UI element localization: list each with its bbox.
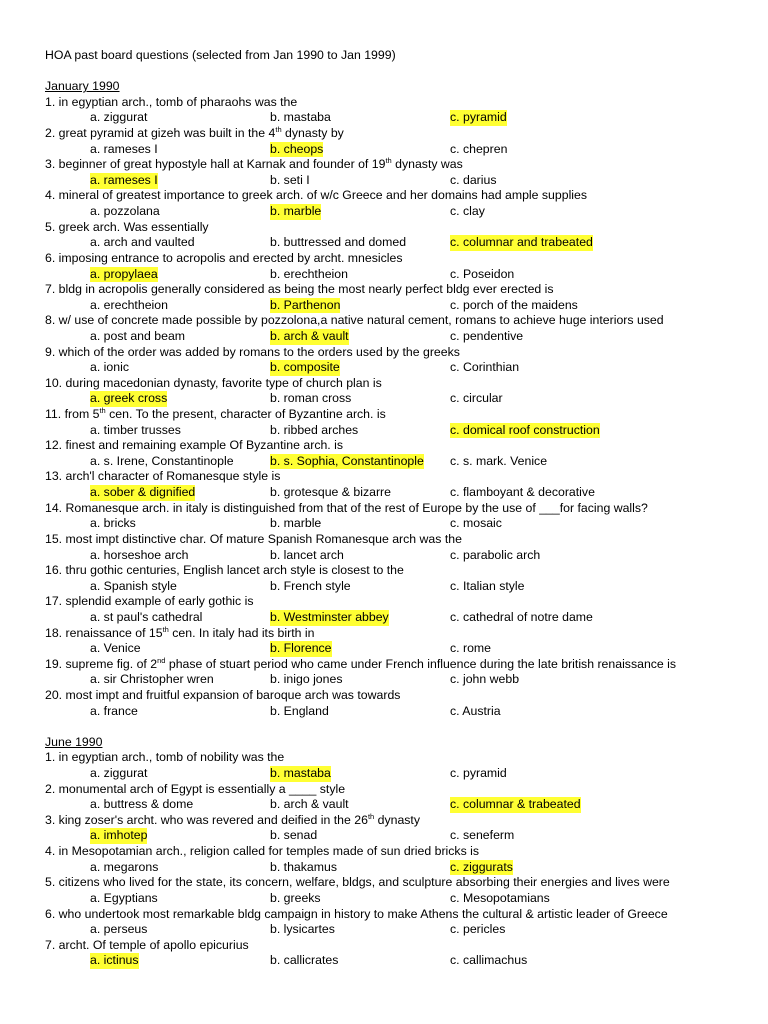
question-text-part: cen. In italy had its birth in (168, 625, 315, 640)
question-text-part: dynasty (374, 812, 420, 827)
question-text-part: 11. from 5 (45, 407, 100, 422)
option-a: a. ionic (90, 360, 129, 375)
question-text (45, 407, 745, 423)
option-b-answer: b. s. Sophia, Constantinople (270, 453, 424, 468)
question-text (45, 95, 745, 111)
option-b: b. greeks (270, 890, 321, 905)
options-row (45, 267, 745, 283)
option-c: c. Corinthian (450, 360, 520, 375)
option-b-answer: b. composite (270, 360, 340, 375)
option-b: b. marble (270, 516, 322, 531)
option-c-answer: c. pyramid (450, 110, 507, 125)
question-text-part: 16. thru gothic centuries, English lancet arch style is closest to the (45, 563, 404, 578)
option-b: b. lancet arch (270, 547, 344, 562)
option-a-answer: a. sober & dignified (90, 485, 196, 500)
options-row (45, 672, 745, 688)
option-a: a. s. Irene, Constantinople (90, 453, 234, 468)
question-text-part: 6. who undertook most remarkable bldg campaign in history to make Athens the cultural & artistic leader of Greece (45, 906, 668, 921)
document-title: HOA past board questions (selected from Jan 1990 to Jan 1999) (45, 48, 396, 62)
option-a: a. Egyptians (90, 890, 158, 905)
option-b: b. thakamus (270, 859, 337, 874)
option-c: c. rome (450, 641, 491, 656)
question-text (45, 251, 745, 267)
question-text-part: 5. citizens who lived for the state, its concern, welfare, bldgs, and sculpture absorbing their energies and lives were (45, 875, 670, 890)
question-text-part: 3. beginner of great hypostyle hall at Karnak and founder of 19 (45, 157, 386, 172)
question-text (45, 782, 745, 798)
option-c: c. circular (450, 391, 503, 406)
section-heading (45, 735, 745, 751)
question-text (45, 188, 745, 204)
option-c-answer: c. columnar & trabeated (450, 797, 581, 812)
question-text-part: 5. greek arch. Was essentially (45, 219, 209, 234)
question-text (45, 750, 745, 766)
options-row (45, 641, 745, 657)
options-row (45, 548, 745, 564)
option-a: a. erechtheion (90, 297, 168, 312)
option-a: a. Venice (90, 641, 141, 656)
spacer (45, 719, 745, 735)
option-b-answer: b. Parthenon (270, 297, 341, 312)
option-b: b. callicrates (270, 953, 339, 968)
option-b: b. roman cross (270, 391, 352, 406)
question-text-part: dynasty by (281, 126, 344, 141)
ordinal-suffix: th (275, 125, 282, 135)
option-b: b. French style (270, 578, 351, 593)
options-row (45, 423, 745, 439)
options-row (45, 579, 745, 595)
option-b-answer: b. mastaba (270, 766, 331, 781)
options-row (45, 204, 745, 220)
question-text (45, 657, 745, 673)
option-c: c. pendentive (450, 328, 524, 343)
options-row (45, 766, 745, 782)
ordinal-suffix: th (367, 811, 375, 821)
options-row (45, 235, 745, 251)
option-a: a. buttress & dome (90, 797, 194, 812)
question-text (45, 907, 745, 923)
option-b: b. erechtheion (270, 266, 348, 281)
option-b: b. lysicartes (270, 922, 335, 937)
sections (45, 79, 745, 969)
option-b: b. senad (270, 828, 318, 843)
option-c: c. Austria (450, 703, 501, 718)
option-c: c. mosaic (450, 516, 502, 531)
question-text (45, 938, 745, 954)
option-c: c. chepren (450, 141, 508, 156)
option-c: c. porch of the maidens (450, 297, 578, 312)
question-text-part: 4. mineral of greatest importance to greek arch. of w/c Greece and her domains had ample supplies (45, 188, 588, 203)
option-b: b. mastaba (270, 110, 331, 125)
option-c: c. Poseidon (450, 266, 515, 281)
question-text-part: 2. monumental arch of Egypt is essentially a ____ style (45, 781, 346, 796)
options-row (45, 860, 745, 876)
question-text-part: 7. bldg in acropolis generally considered as being the most nearly perfect bldg ever erected is (45, 282, 554, 297)
option-a: a. rameses I (90, 141, 158, 156)
question-text-part: 10. during macedonian dynasty, favorite type of church plan is (45, 375, 382, 390)
option-a: a. bricks (90, 516, 136, 531)
question-text-part: 6. imposing entrance to acropolis and erected by archt. mnesicles (45, 250, 403, 265)
section-heading-text: January 1990 (45, 79, 120, 94)
option-a-answer: a. propylaea (90, 266, 158, 281)
options-row (45, 485, 745, 501)
question-text (45, 126, 745, 142)
question-text-part: 12. finest and remaining example Of Byzantine arch. is (45, 438, 344, 453)
option-b-answer: b. Westminster abbey (270, 609, 389, 624)
question-text (45, 220, 745, 236)
section-heading-text: June 1990 (45, 734, 103, 749)
option-a-answer: a. greek cross (90, 391, 168, 406)
option-a-answer: a. rameses I (90, 172, 158, 187)
option-a: a. Spanish style (90, 578, 177, 593)
question-text (45, 594, 745, 610)
options-row (45, 704, 745, 720)
options-row (45, 953, 745, 969)
option-c: c. seneferm (450, 828, 515, 843)
ordinal-suffix: nd (157, 655, 166, 665)
option-b: b. ribbed arches (270, 422, 359, 437)
option-c-answer: c. columnar and trabeated (450, 235, 593, 250)
option-c: c. pyramid (450, 766, 507, 781)
option-b-answer: b. marble (270, 204, 322, 219)
option-a: a. horseshoe arch (90, 547, 189, 562)
options-row (45, 110, 745, 126)
option-a: a. perseus (90, 922, 148, 937)
question-text-part: 1. in egyptian arch., tomb of nobility was the (45, 750, 285, 765)
question-text (45, 376, 745, 392)
option-a-answer: a. imhotep (90, 828, 148, 843)
option-c: c. Mesopotamians (450, 890, 550, 905)
question-text (45, 844, 745, 860)
option-c: c. s. mark. Venice (450, 453, 548, 468)
ordinal-suffix: th (99, 406, 106, 416)
option-c: c. pericles (450, 922, 506, 937)
option-b-answer: b. cheops (270, 141, 324, 156)
document (45, 48, 745, 969)
options-row (45, 142, 745, 158)
question-text-part: phase of stuart period who came under French influence during the late british renaissance is (165, 656, 677, 671)
option-a: a. sir Christopher wren (90, 672, 214, 687)
option-b: b. inigo jones (270, 672, 343, 687)
option-a: a. ziggurat (90, 766, 148, 781)
question-text (45, 626, 745, 642)
question-text (45, 563, 745, 579)
question-text-part: 15. most impt distinctive char. Of mature Spanish Romanesque arch was the (45, 531, 462, 546)
question-text-part: dynasty was (391, 157, 463, 172)
option-b: b. arch & vault (270, 797, 349, 812)
option-c: c. darius (450, 172, 497, 187)
question-text (45, 688, 745, 704)
option-b: b. seti I (270, 172, 310, 187)
question-text (45, 813, 745, 829)
option-b-answer: b. Florence (270, 641, 332, 656)
options-row (45, 391, 745, 407)
options-row (45, 922, 745, 938)
option-a: a. arch and vaulted (90, 235, 195, 250)
option-c-answer: c. ziggurats (450, 859, 513, 874)
option-b: b. England (270, 703, 329, 718)
ordinal-suffix: th (162, 624, 169, 634)
options-row (45, 891, 745, 907)
options-row (45, 329, 745, 345)
option-c: c. flamboyant & decorative (450, 485, 595, 500)
options-row (45, 360, 745, 376)
question-text-part: 9. which of the order was added by romans to the orders used by the greeks (45, 344, 460, 359)
question-text-part: 19. supreme fig. of 2 (45, 656, 158, 671)
question-text-part: 8. w/ use of concrete made possible by pozzolona,a native natural cement, romans to achieve huge interiors used (45, 313, 664, 328)
question-text (45, 157, 745, 173)
option-a: a. post and beam (90, 328, 186, 343)
question-text-part: 20. most impt and fruitful expansion of baroque arch was towards (45, 687, 401, 702)
ordinal-suffix: th (385, 156, 392, 166)
option-c: c. callimachus (450, 953, 528, 968)
question-text-part: 18. renaissance of 15 (45, 625, 163, 640)
option-a: a. timber trusses (90, 422, 181, 437)
question-text (45, 282, 745, 298)
options-row (45, 797, 745, 813)
option-b: b. buttressed and domed (270, 235, 407, 250)
option-c: c. john webb (450, 672, 520, 687)
option-a: a. megarons (90, 859, 159, 874)
spacer (45, 64, 745, 80)
option-a: a. pozzolana (90, 204, 160, 219)
options-row (45, 516, 745, 532)
question-text (45, 345, 745, 361)
option-a: a. st paul's cathedral (90, 609, 203, 624)
question-text-part: cen. To the present, character of Byzantine arch. is (105, 407, 386, 422)
question-text-part: 4. in Mesopotamian arch., religion called for temples made of sun dried bricks is (45, 844, 480, 859)
question-text (45, 875, 745, 891)
options-row (45, 298, 745, 314)
option-a: a. france (90, 703, 138, 718)
options-row (45, 454, 745, 470)
question-text-part: 14. Romanesque arch. in italy is distinguished from that of the rest of Europe by the use of ___for facing walls? (45, 500, 648, 515)
options-row (45, 610, 745, 626)
option-a: a. ziggurat (90, 110, 148, 125)
question-text (45, 313, 745, 329)
option-c: c. parabolic arch (450, 547, 541, 562)
option-b-answer: b. arch & vault (270, 328, 349, 343)
question-text (45, 501, 745, 517)
question-text-part: 17. splendid example of early gothic is (45, 594, 254, 609)
question-text (45, 438, 745, 454)
option-a-answer: a. ictinus (90, 953, 139, 968)
option-c-answer: c. domical roof construction (450, 422, 600, 437)
question-text-part: 7. archt. Of temple of apollo epicurius (45, 937, 249, 952)
question-text-part: 3. king zoser's archt. who was revered and deified in the 26 (45, 812, 368, 827)
question-text (45, 469, 745, 485)
question-text-part: 13. arch'l character of Romanesque style is (45, 469, 281, 484)
options-row (45, 173, 745, 189)
option-c: c. cathedral of notre dame (450, 609, 593, 624)
question-text-part: 2. great pyramid at gizeh was built in the 4 (45, 126, 276, 141)
question-text-part: 1. in egyptian arch., tomb of pharaohs was the (45, 94, 298, 109)
option-c: c. clay (450, 204, 485, 219)
question-text (45, 532, 745, 548)
section-heading (45, 79, 745, 95)
option-c: c. Italian style (450, 578, 525, 593)
option-b: b. grotesque & bizarre (270, 485, 391, 500)
options-row (45, 828, 745, 844)
